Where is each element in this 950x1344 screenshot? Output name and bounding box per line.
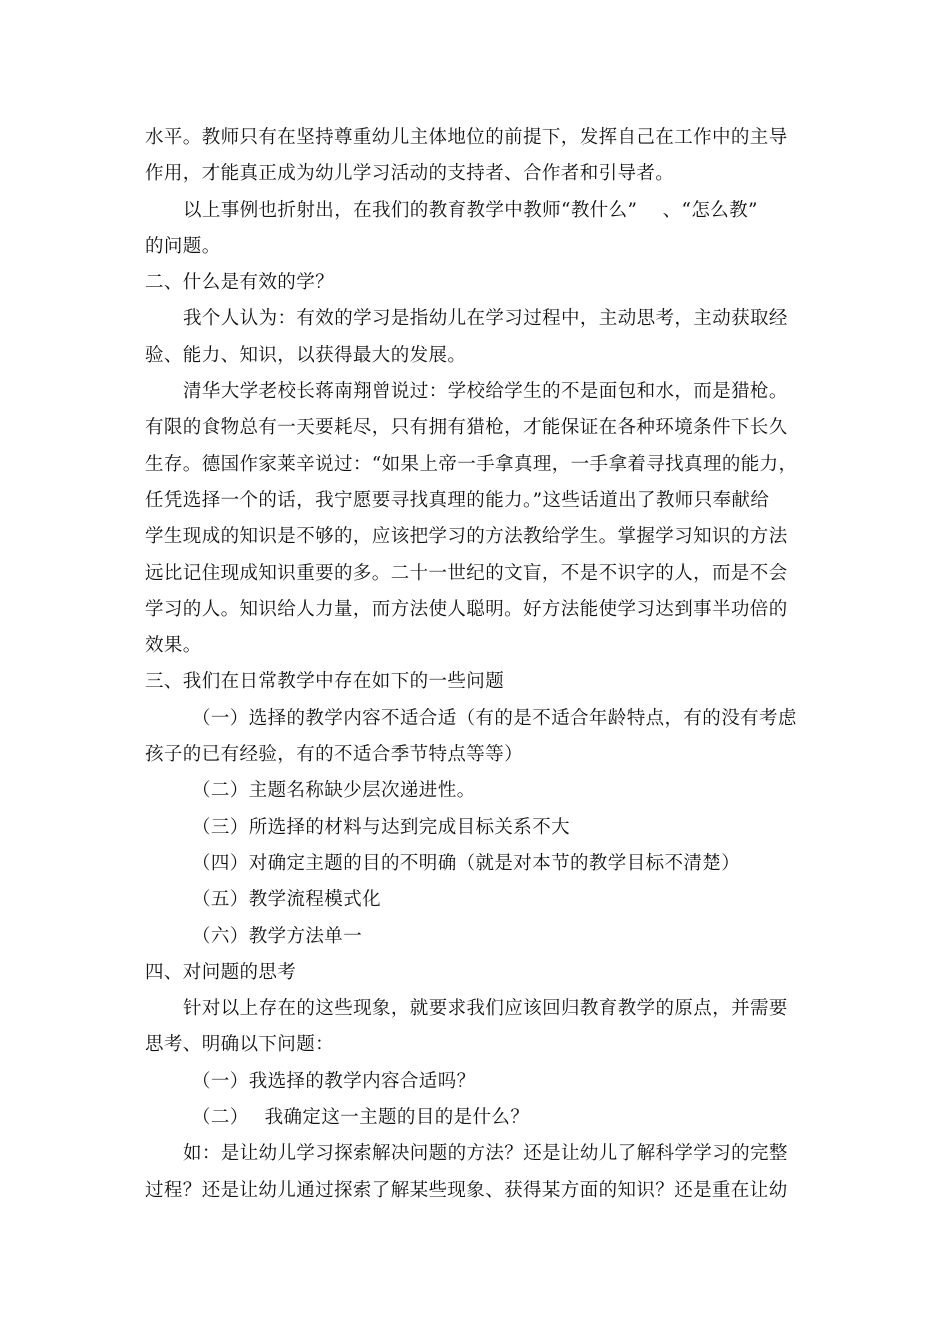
text-line: 针对以上存在的这些现象，就要求我们应该回归教育教学的原点，并需要 (183, 998, 788, 1020)
text-line: 验、能力、知识，以获得最大的发展。 (145, 344, 467, 366)
text-line: 有限的食物总有一天要耗尽，只有拥有猎枪，才能保证在各种环境条件下长久 (145, 417, 788, 439)
text-line: 作用，才能真正成为幼儿学习活动的支持者、合作者和引导者。 (145, 163, 675, 185)
text-line: 效果。 (145, 635, 202, 657)
section-heading: 四、对问题的思考 (145, 961, 297, 983)
text-line: 任凭选择一个的话，我宁愿要寻找真理的能力。”这些话道出了教师只奉献给 (145, 489, 770, 511)
text-line: 生存。德国作家莱辛说过：“如果上帝一手拿真理，一手拿着寻找真理的能力， (145, 453, 798, 475)
list-item: （六）教学方法单一 (192, 925, 363, 947)
text-line: 以上事例也折射出，在我们的教育教学中教师“教什么” 、“怎么教” (183, 199, 758, 221)
section-heading: 二、什么是有效的学？ (145, 272, 335, 294)
text-line: 学生现成的知识是不够的，应该把学习的方法教给学生。掌握学习知识的方法 (145, 526, 788, 548)
text-line: 如：是让幼儿学习探索解决问题的方法？还是让幼儿了解科学学习的完整 (183, 1143, 788, 1165)
text-line: 孩子的已有经验，有的不适合季节特点等等） (145, 744, 524, 766)
text-line: 清华大学老校长蒋南翔曾说过：学校给学生的不是面包和水，而是猎枪。 (183, 381, 788, 403)
text-line: 远比记住现成知识重要的多。二十一世纪的文盲，不是不识字的人，而是不会 (145, 562, 788, 584)
list-item: （四）对确定主题的目的不明确（就是对本节的教学目标不清楚） (192, 852, 741, 874)
list-item: （三）所选择的材料与达到完成目标关系不大 (192, 816, 571, 838)
text-line: 学习的人。知识给人力量，而方法使人聪明。好方法能使学习达到事半功倍的 (145, 598, 788, 620)
text-line: 的问题。 (145, 235, 221, 257)
list-item: （五）教学流程模式化 (192, 889, 382, 911)
list-item: （一）我选择的教学内容合适吗？ (192, 1070, 476, 1092)
text-line: 过程？还是让幼儿通过探索了解某些现象、获得某方面的知识？还是重在让幼 (145, 1179, 788, 1201)
list-item: （二）主题名称缺少层次递进性。 (192, 780, 476, 802)
section-heading: 三、我们在日常教学中存在如下的一些问题 (145, 671, 505, 693)
list-item: （一）选择的教学内容不适合适（有的是不适合年龄特点，有的没有考虑 (192, 707, 797, 729)
text-line: 思考、明确以下问题： (145, 1034, 335, 1056)
document-body (145, 120, 810, 1209)
text-line: 水平。教师只有在坚持尊重幼儿主体地位的前提下，发挥自己在工作中的主导 (145, 127, 788, 148)
text-line: 我个人认为：有效的学习是指幼儿在学习过程中，主动思考，主动获取经 (183, 308, 788, 330)
list-item: （二） 我确定这一主题的目的是什么？ (192, 1107, 530, 1129)
